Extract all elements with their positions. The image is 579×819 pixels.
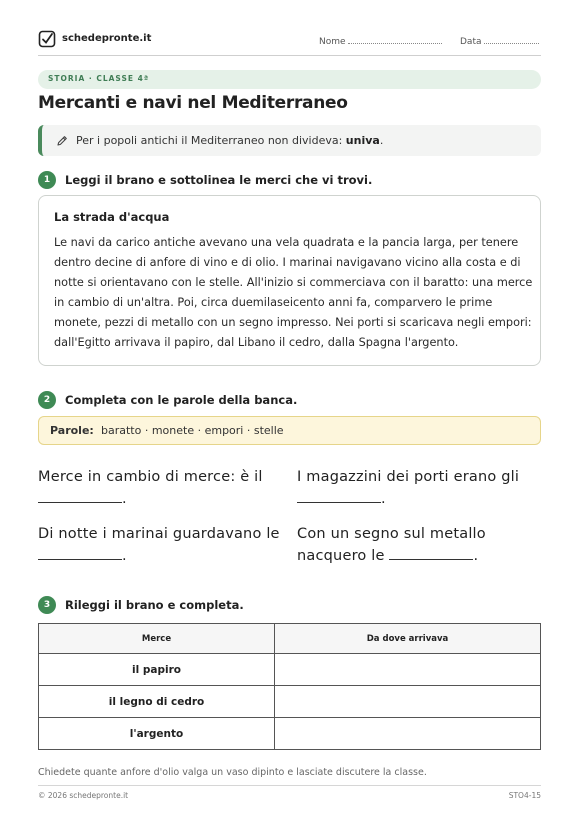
fill-sentence: I magazzini dei porti erano gli . — [297, 469, 520, 507]
fill-sentence: Merce in cambio di merce: è il . — [38, 469, 263, 507]
answer-blank[interactable] — [38, 488, 122, 503]
page-header — [38, 30, 541, 54]
goods-cell: l'argento — [39, 718, 275, 750]
pencil-icon — [56, 135, 68, 147]
note-text: Per i popoli antichi il Mediterraneo non divideva: — [76, 134, 343, 147]
answer-cell[interactable] — [275, 718, 541, 750]
sheet-code: STO4-15 — [508, 791, 541, 800]
checkbox-logo-icon — [38, 30, 56, 48]
section-label: Rileggi il brano e completa. — [65, 598, 244, 612]
table-header-row — [39, 624, 541, 654]
column-header: Merce — [39, 624, 275, 654]
table-row — [39, 686, 541, 718]
fill-sentence: Con un segno sul metallo nacquero le . — [297, 526, 486, 564]
subject-tag: STORIA · CLASSE 4ª — [38, 70, 541, 89]
reading-box — [38, 195, 541, 366]
intro-note: Per i popoli antichi il Mediterraneo non divideva: univa. — [38, 125, 541, 156]
word-bank-words: baratto · monete · empori · stelle — [101, 424, 284, 437]
step-number: 1 — [38, 171, 56, 189]
goods-cell: il legno di cedro — [39, 686, 275, 718]
footer-divider — [38, 785, 541, 786]
answer-blank[interactable] — [297, 488, 381, 503]
passage-text: Le navi da carico antiche avevano una vela quadrata e la pancia larga, per tenere dentro decine di anfore di vino e di olio. I marinai navigavano vicino alla costa e di notte si orientavano con le stelle. All'inizio si commerciava con il baratto: una merce in cambio di un'altra. Poi, circa duemilaseicento anni fa, comparvero le prime monete, pezzi di metallo con un segno impresso. Nei porti si scaricava negli empori: dall'Egitto arrivava il papiro, dal Libano il cedro, dalla Spagna l'argento. — [54, 236, 533, 350]
column-header: Da dove arrivava — [275, 624, 541, 654]
fill-sentence: Di notte i marinai guardavano le . — [38, 526, 280, 564]
passage-title: La strada d'acqua — [54, 210, 170, 224]
goods-cell: il papiro — [39, 654, 275, 686]
teacher-note: Chiedete quante anfore d'olio valga un vaso dipinto e lasciate discutere la classe. — [38, 767, 427, 778]
page-title: Mercanti e navi nel Mediterraneo — [38, 93, 348, 113]
note-bold: univa — [345, 134, 380, 147]
answer-cell[interactable] — [275, 654, 541, 686]
date-field[interactable]: Data — [460, 35, 539, 47]
table-row — [39, 718, 541, 750]
name-field[interactable]: Nome — [319, 35, 442, 47]
word-bank — [38, 416, 541, 445]
answer-cell[interactable] — [275, 686, 541, 718]
answer-blank[interactable] — [38, 545, 122, 560]
table-row — [39, 654, 541, 686]
section-label: Completa con le parole della banca. — [65, 393, 298, 407]
step-number: 3 — [38, 596, 56, 614]
copyright: © 2026 schedepronte.it — [38, 791, 129, 800]
step-number: 2 — [38, 391, 56, 409]
answer-blank[interactable] — [389, 545, 473, 560]
word-bank-label: Parole: — [50, 424, 94, 437]
brand-name: schedepronte.it — [62, 33, 152, 44]
header-divider — [38, 55, 541, 56]
section-label: Leggi il brano e sottolinea le merci che vi trovi. — [65, 173, 373, 187]
origin-table — [38, 623, 541, 750]
